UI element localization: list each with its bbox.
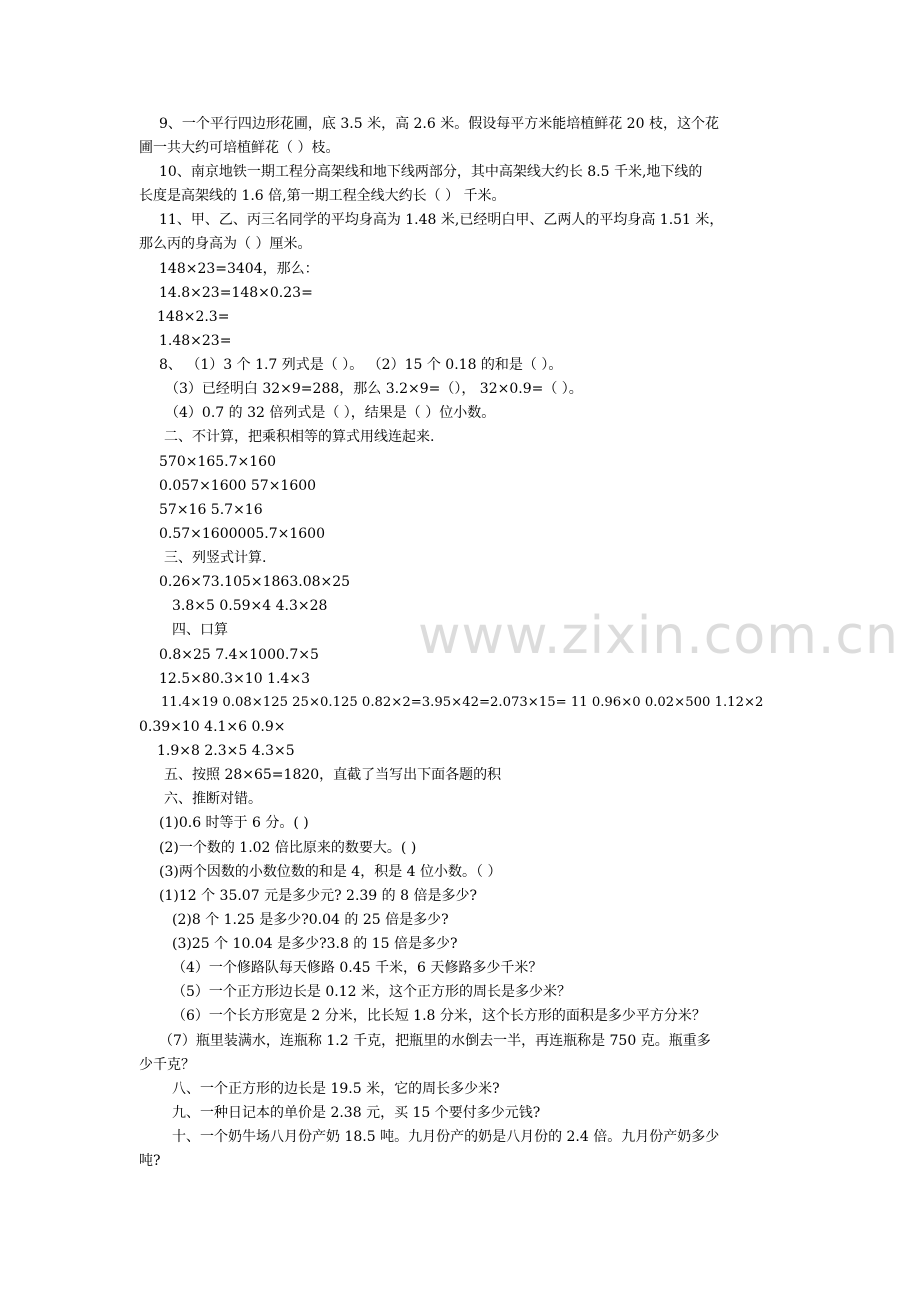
text-line: 1.9×8 2.3×5 4.3×5 — [157, 743, 295, 759]
section-heading: 八、一个正方形的边长是 19.5 米，它的周长多少米? — [172, 1081, 500, 1097]
watermark: www.zixin.com.cn — [418, 606, 899, 666]
section-heading: 十、一个奶牛场八月份产奶 18.5 吨。九月份产的奶是八月份的 2.4 倍。九月份产奶多少 — [172, 1129, 720, 1145]
text-line: (3)25 个 10.04 是多少?3.8 的 15 倍是多少? — [172, 936, 458, 952]
text-line: （5）一个正方形边长是 0.12 米，这个正方形的周长是多少米？ — [172, 984, 571, 1000]
text-line: （7）瓶里装满水，连瓶称 1.2 千克，把瓶里的水倒去一半，再连瓶称是 750 克。瓶重多 — [159, 1033, 711, 1049]
section-heading: 三、列竖式计算. — [164, 550, 267, 566]
text-line: 14.8×23=148×0.23= — [159, 285, 313, 301]
section-heading: 六、推断对错。 — [164, 791, 262, 807]
text-line: (1)12 个 35.07 元是多少元? 2.39 的 8 倍是多少? — [159, 888, 477, 904]
text-line: 3.8×5 0.59×4 4.3×28 — [172, 598, 328, 614]
text-line: (2)一个数的 1.02 倍比原来的数要大。( ) — [159, 840, 417, 856]
text-line: (2)8 个 1.25 是多少?0.04 的 25 倍是多少? — [172, 912, 449, 928]
text-line: （4）一个修路队每天修路 0.45 千米，6 天修路多少千米？ — [172, 960, 543, 976]
section-heading: 四、口算 — [172, 622, 228, 638]
text-line: （3）已经明白 32×9=288，那么 3.2×9=（）， 32×0.9=（ ）。 — [165, 381, 583, 397]
text-line: 0.26×73.105×1863.08×25 — [159, 574, 351, 590]
text-line: 0.057×1600 57×1600 — [159, 478, 317, 494]
text-line: 148×2.3= — [157, 309, 230, 325]
text-line: 148×23=3404，那么： — [159, 261, 319, 277]
text-line: 0.39×10 4.1×6 0.9× — [139, 719, 286, 735]
text-line: (1)0.6 时等于 6 分。( ) — [159, 815, 309, 831]
text-line: 11、甲、乙、丙三名同学的平均身高为 1.48 米,已经明白甲、乙两人的平均身高 1.51 米， — [159, 212, 724, 228]
text-line: (3)两个因数的小数位数的和是 4，积是 4 位小数。（ ） — [159, 864, 502, 880]
text-line: 57×16 5.7×16 — [159, 502, 263, 518]
text-line: 11.4×19 0.08×125 25×0.125 0.82×2=3.95×42=2.073×15= 11 0.96×0 0.02×500 1.12×2 — [161, 695, 764, 710]
text-line: 吨? — [139, 1153, 161, 1169]
text-line: 570×165.7×160 — [159, 454, 276, 470]
text-line: 那么丙的身高为（ ）厘米。 — [139, 236, 312, 252]
text-line: 0.57×1600005.7×1600 — [159, 526, 325, 542]
section-heading: 九、一种日记本的单价是 2.38 元，买 15 个要付多少元钱? — [172, 1105, 541, 1121]
text-line: 1.48×23= — [159, 333, 232, 349]
text-line: 0.8×25 7.4×1000.7×5 — [159, 647, 319, 663]
text-line: （6）一个长方形宽是 2 分米，比长短 1.8 分米，这个长方形的面积是多少平方分米？ — [172, 1008, 706, 1024]
text-line: 8、 （1）3 个 1.7 列式是（ ）。 （2）15 个 0.18 的和是（ ）。 — [159, 357, 563, 373]
text-line: 9、一个平行四边形花圃，底 3.5 米，高 2.6 米。假设每平方米能培植鲜花 20 枝，这个花 — [159, 116, 719, 132]
text-line: 12.5×80.3×10 1.4×3 — [159, 671, 310, 687]
section-heading: 二、不计算，把乘积相等的算式用线连起来. — [164, 429, 435, 445]
text-line: 圃一共大约可培植鲜花（ ）枝。 — [139, 140, 340, 156]
text-line: （4）0.7 的 32 倍列式是（ ），结果是（ ）位小数。 — [165, 405, 496, 421]
text-line: 10、南京地铁一期工程分高架线和地下线两部分，其中高架线大约长 8.5 千米,地下线的 — [159, 164, 703, 180]
text-line: 少千克？ — [139, 1057, 195, 1073]
text-line: 长度是高架线的 1.6 倍,第一期工程全线大约长（ ） 千米。 — [139, 188, 506, 204]
section-heading: 五、按照 28×65=1820，直截了当写出下面各题的积 — [164, 767, 502, 783]
